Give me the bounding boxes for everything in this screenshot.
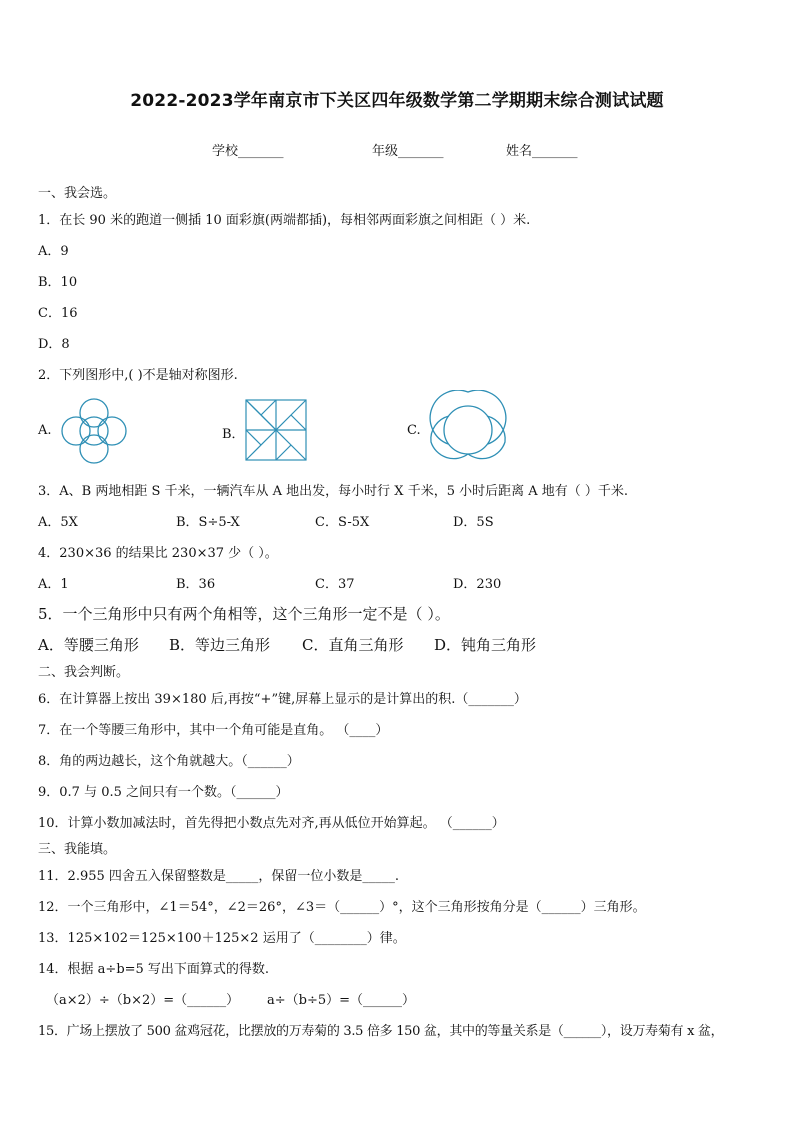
question-15: 15．广场上摆放了 500 盆鸡冠花，比摆放的万寿菊的 3.5 倍多 150 盆，其中的等量关系是（______），设万寿菊有 x 盆， [38,1024,724,1039]
flower-figure-icon [60,398,128,464]
question-4-option-a: A．1 [38,577,69,592]
section-heading-3: 三、我能填。 [38,842,117,857]
trefoil-figure-icon [428,390,508,468]
question-6: 6．在计算器上按出 39×180 后,再按“+”键,屏幕上显示的是计算出的积.（_______） [38,692,527,707]
question-1-option-d: D．8 [38,337,70,352]
question-2-option-a: A. [38,423,52,438]
question-4-option-d: D．230 [453,577,502,592]
question-13: 13．125×102＝125×100＋125×2 运用了（________）律。 [38,931,406,946]
question-14-stem: 14．根据 a÷b=5 写出下面算式的得数. [38,962,270,977]
question-3-option-a: A．5X [38,515,78,530]
page-title: 2022-2023学年南京市下关区四年级数学第二学期期末综合测试试题 [130,91,664,111]
question-5-option-a: A．等腰三角形 [38,636,139,654]
section-heading-1: 一、我会选。 [38,186,117,201]
question-4-option-c: C．37 [315,577,355,592]
question-1-option-b: B．10 [38,275,78,290]
section-heading-2: 二、我会判断。 [38,665,130,680]
question-5-option-d: D．钝角三角形 [434,636,537,654]
question-1-stem: 1．在长 90 米的跑道一侧插 10 面彩旗(两端都插)，每相邻两面彩旗之间相距（ ）米. [38,213,531,228]
question-5-option-c: C．直角三角形 [302,636,404,654]
question-10: 10．计算小数加减法时，首先得把小数点先对齐,再从低位开始算起。 （______） [38,816,505,831]
question-7: 7．在一个等腰三角形中，其中一个角可能是直角。 （____） [38,723,389,738]
question-4-stem: 4．230×36 的结果比 230×37 少（ ）。 [38,546,278,561]
question-3-option-b: B．S÷5-X [176,515,240,530]
question-2-stem: 2．下列图形中,( )不是轴对称图形. [38,368,238,383]
grade-field: 年级_______ [372,144,444,159]
question-5-option-b: B．等边三角形 [169,636,271,654]
question-1-option-a: A．9 [38,244,69,259]
name-field: 姓名_______ [506,144,578,159]
question-3-stem: 3．A、B 两地相距 S 千米，一辆汽车从 A 地出发，每小时行 X 千米，5 小时后距离 A 地有（ ）千米. [38,484,629,499]
question-2-option-c: C. [407,423,421,438]
school-field: 学校_______ [212,144,284,159]
question-2-option-b: B． [222,427,245,442]
question-4-option-b: B．36 [176,577,216,592]
question-9: 9．0.7 与 0.5 之间只有一个数。（______） [38,785,289,800]
question-8: 8．角的两边越长，这个角就越大。（______） [38,754,300,769]
question-1-option-c: C．16 [38,306,78,321]
pinwheel-figure-icon [244,398,308,462]
question-14-expression-2: a÷（b÷5）=（______） [267,993,416,1008]
question-12: 12．一个三角形中，∠1＝54°，∠2＝26°，∠3＝（______）°，这个三角形按角分是（______）三角形。 [38,900,646,915]
question-14-expression-1: （a×2）÷（b×2）=（______） [46,993,240,1008]
question-5-stem: 5．一个三角形中只有两个角相等，这个三角形一定不是（ ）。 [38,605,450,623]
question-11: 11．2.955 四舍五入保留整数是_____，保留一位小数是_____. [38,869,400,884]
question-3-option-c: C．S-5X [315,515,370,530]
question-3-option-d: D．5S [453,515,494,530]
